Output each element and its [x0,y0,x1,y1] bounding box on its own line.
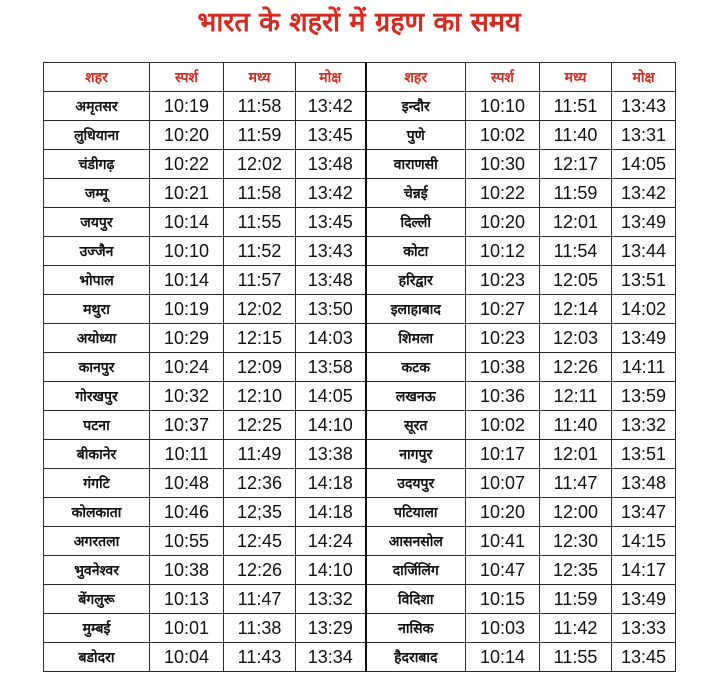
time-cell: 13:43 [612,92,676,121]
time-cell: 12:10 [224,382,296,411]
time-cell: 11:52 [224,237,296,266]
time-cell: 13:44 [612,237,676,266]
time-cell: 10:03 [466,614,540,643]
city-cell: पटना [44,411,150,440]
table-row [44,643,676,672]
time-cell: 10:14 [466,643,540,672]
eclipse-time-table [43,62,676,672]
time-cell: 13:47 [612,498,676,527]
city-cell: दिल्ली [366,208,466,237]
city-cell: गंगटि [44,469,150,498]
time-cell: 10:14 [150,266,224,295]
city-cell: दार्जिलिंग [366,556,466,585]
table-row [44,121,676,150]
time-cell: 14:11 [612,353,676,382]
time-cell: 10:01 [150,614,224,643]
time-cell: 12:03 [540,324,612,353]
time-cell: 14:24 [296,527,366,556]
time-cell: 13:49 [612,585,676,614]
header-city: शहर [44,63,150,92]
time-cell: 14:17 [612,556,676,585]
time-cell: 13:48 [612,469,676,498]
time-cell: 13:45 [612,643,676,672]
time-cell: 12:11 [540,382,612,411]
time-cell: 13:42 [612,179,676,208]
time-cell: 13:45 [296,208,366,237]
time-cell: 11:43 [224,643,296,672]
table-row [44,208,676,237]
time-cell: 12:26 [224,556,296,585]
time-cell: 10:14 [150,208,224,237]
table-row [44,266,676,295]
time-cell: 12:15 [224,324,296,353]
time-cell: 10:36 [466,382,540,411]
city-cell: विदिशा [366,585,466,614]
city-cell: लखनऊ [366,382,466,411]
time-cell: 13:33 [612,614,676,643]
time-cell: 13:50 [296,295,366,324]
city-cell: इलाहाबाद [366,295,466,324]
time-cell: 10:32 [150,382,224,411]
time-cell: 14:18 [296,498,366,527]
time-cell: 14:10 [296,556,366,585]
time-cell: 12:02 [224,295,296,324]
city-cell: नागपुर [366,440,466,469]
table-row [44,92,676,121]
time-cell: 10:27 [466,295,540,324]
city-cell: लुधियाना [44,121,150,150]
table-body [44,92,676,672]
city-cell: उज्जैन [44,237,150,266]
time-cell: 11:59 [224,121,296,150]
time-cell: 10:10 [150,237,224,266]
time-cell: 11:54 [540,237,612,266]
time-cell: 12:01 [540,208,612,237]
city-cell: अयोध्या [44,324,150,353]
time-cell: 10:20 [150,121,224,150]
city-cell: बीकानेर [44,440,150,469]
time-cell: 13:48 [296,150,366,179]
time-cell: 13:32 [296,585,366,614]
header-sparsh: स्पर्श [150,63,224,92]
table-row [44,614,676,643]
table-row [44,585,676,614]
city-cell: चेन्नई [366,179,466,208]
time-cell: 10:23 [466,324,540,353]
time-cell: 14:05 [612,150,676,179]
time-cell: 14:03 [296,324,366,353]
city-cell: बेंगलुरू [44,585,150,614]
city-cell: भोपाल [44,266,150,295]
header-madhya: मध्य [224,63,296,92]
time-cell: 11:40 [540,411,612,440]
time-cell: 10:23 [466,266,540,295]
time-cell: 10:47 [466,556,540,585]
city-cell: शिमला [366,324,466,353]
time-cell: 11:59 [540,585,612,614]
time-cell: 11:40 [540,121,612,150]
city-cell: कोटा [366,237,466,266]
page-title: भारत के शहरों में ग्रहण का समय [197,7,521,38]
time-cell: 11:51 [540,92,612,121]
city-cell: इन्दौर [366,92,466,121]
time-cell: 13:51 [612,266,676,295]
time-cell: 10:12 [466,237,540,266]
table-row [44,179,676,208]
time-cell: 11:59 [540,179,612,208]
table-row [44,411,676,440]
table-row [44,295,676,324]
time-cell: 11:57 [224,266,296,295]
time-cell: 12:17 [540,150,612,179]
city-cell: पटियाला [366,498,466,527]
city-cell: अगरतला [44,527,150,556]
time-cell: 13:29 [296,614,366,643]
time-cell: 12:36 [224,469,296,498]
time-cell: 13:59 [612,382,676,411]
table-row [44,498,676,527]
time-cell: 14:15 [612,527,676,556]
city-cell: नासिक [366,614,466,643]
time-cell: 10:24 [150,353,224,382]
table-row [44,527,676,556]
time-cell: 10:48 [150,469,224,498]
city-cell: वाराणसी [366,150,466,179]
city-cell: बडोदरा [44,643,150,672]
time-cell: 10:46 [150,498,224,527]
header-moksha: मोक्ष [296,63,366,92]
time-cell: 14:02 [612,295,676,324]
city-cell: गोरखपुर [44,382,150,411]
city-cell: सूरत [366,411,466,440]
time-cell: 13:49 [612,208,676,237]
time-cell: 10:11 [150,440,224,469]
city-cell: उदयपुर [366,469,466,498]
city-cell: मुम्बई [44,614,150,643]
table-row [44,469,676,498]
time-cell: 11:47 [540,469,612,498]
time-cell: 10:38 [150,556,224,585]
city-cell: मथुरा [44,295,150,324]
time-cell: 10:30 [466,150,540,179]
table-row [44,237,676,266]
time-cell: 10:17 [466,440,540,469]
city-cell: आसनसोल [366,527,466,556]
city-cell: कोलकाता [44,498,150,527]
time-cell: 13:38 [296,440,366,469]
time-cell: 11:42 [540,614,612,643]
time-cell: 10:10 [466,92,540,121]
time-cell: 10:15 [466,585,540,614]
time-cell: 11:55 [540,643,612,672]
city-cell: चंडीगढ़ [44,150,150,179]
time-cell: 13:58 [296,353,366,382]
table-row [44,324,676,353]
time-cell: 10:04 [150,643,224,672]
table-row [44,382,676,411]
time-cell: 14:18 [296,469,366,498]
time-cell: 10:37 [150,411,224,440]
time-cell: 10:38 [466,353,540,382]
city-cell: हैदराबाद [366,643,466,672]
time-cell: 11:58 [224,179,296,208]
time-cell: 11:38 [224,614,296,643]
time-cell: 10:19 [150,295,224,324]
time-cell: 12:30 [540,527,612,556]
time-cell: 13:42 [296,92,366,121]
table-row [44,353,676,382]
city-cell: हरिद्वार [366,266,466,295]
time-cell: 11:55 [224,208,296,237]
time-cell: 10:22 [466,179,540,208]
time-cell: 11:47 [224,585,296,614]
city-cell: जम्मू [44,179,150,208]
time-cell: 10:55 [150,527,224,556]
time-cell: 11:58 [224,92,296,121]
time-cell: 13:43 [296,237,366,266]
table-header-row [44,63,676,92]
city-cell: कटक [366,353,466,382]
time-cell: 12:14 [540,295,612,324]
time-cell: 10:19 [150,92,224,121]
header-sparsh: स्पर्श [466,63,540,92]
header-city: शहर [366,63,466,92]
time-cell: 12;35 [224,498,296,527]
time-cell: 13:42 [296,179,366,208]
time-cell: 13:48 [296,266,366,295]
table-row [44,556,676,585]
time-cell: 14:05 [296,382,366,411]
time-cell: 12:35 [540,556,612,585]
header-madhya: मध्य [540,63,612,92]
time-cell: 13:32 [612,411,676,440]
time-cell: 10:02 [466,121,540,150]
time-cell: 10:07 [466,469,540,498]
time-cell: 10:13 [150,585,224,614]
city-cell: अमृतसर [44,92,150,121]
time-cell: 12:45 [224,527,296,556]
table-row [44,440,676,469]
time-cell: 12:25 [224,411,296,440]
time-cell: 10:02 [466,411,540,440]
time-cell: 10:21 [150,179,224,208]
city-cell: भुवनेश्वर [44,556,150,585]
city-cell: कानपुर [44,353,150,382]
time-cell: 12:00 [540,498,612,527]
time-cell: 12:26 [540,353,612,382]
time-cell: 12:05 [540,266,612,295]
city-cell: पुणे [366,121,466,150]
time-cell: 10:20 [466,208,540,237]
time-cell: 10:29 [150,324,224,353]
time-cell: 13:51 [612,440,676,469]
time-cell: 11:49 [224,440,296,469]
time-cell: 12:01 [540,440,612,469]
time-cell: 13:34 [296,643,366,672]
time-cell: 14:10 [296,411,366,440]
header-moksha: मोक्ष [612,63,676,92]
time-cell: 10:41 [466,527,540,556]
table-row [44,150,676,179]
time-cell: 13:31 [612,121,676,150]
time-cell: 13:45 [296,121,366,150]
time-cell: 10:22 [150,150,224,179]
time-cell: 13:49 [612,324,676,353]
time-cell: 12:09 [224,353,296,382]
time-cell: 10:20 [466,498,540,527]
city-cell: जयपुर [44,208,150,237]
time-cell: 12:02 [224,150,296,179]
